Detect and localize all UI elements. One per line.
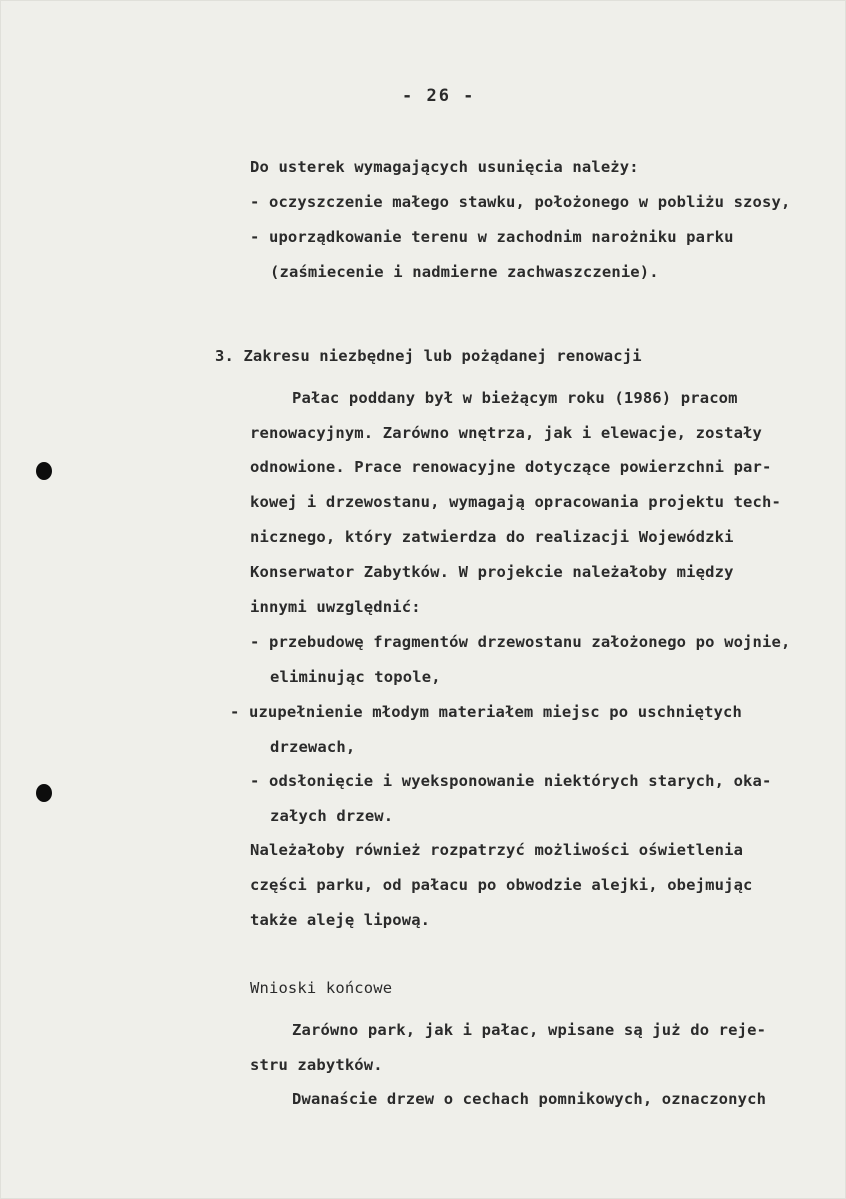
defects-item: - uporządkowanie terenu w zachodnim narożniku parku — [250, 228, 734, 246]
paragraph-line: stru zabytków. — [250, 1056, 383, 1074]
defects-item: - oczyszczenie małego stawku, położonego w pobliżu szosy, — [250, 193, 791, 211]
paragraph-line: renowacyjnym. Zarówno wnętrza, jak i elewacje, zostały — [250, 424, 763, 442]
list-item-continuation: załych drzew. — [270, 807, 394, 825]
paragraph-line: kowej i drzewostanu, wymagają opracowania projektu tech- — [250, 493, 781, 511]
paragraph-line: Pałac poddany był w bieżącym roku (1986) pracom — [292, 389, 738, 407]
paragraph-line: nicznego, który zatwierdza do realizacji Wojewódzki — [250, 528, 734, 546]
page-number: - 26 - — [402, 86, 476, 106]
paragraph-line: części parku, od pałacu po obwodzie alejki, obejmując — [250, 876, 753, 894]
paragraph-line: Konserwator Zabytków. W projekcie należałoby między — [250, 563, 734, 581]
paragraph-line: Dwanaście drzew o cechach pomnikowych, oznaczonych — [292, 1090, 767, 1108]
paragraph-line: Zarówno park, jak i pałac, wpisane są już do reje- — [292, 1021, 767, 1039]
defects-intro: Do usterek wymagających usunięcia należy: — [250, 158, 639, 176]
section-heading: Wnioski końcowe — [250, 979, 393, 997]
list-item: - uzupełnienie młodym materiałem miejsc po uschniętych — [230, 703, 743, 721]
punch-hole — [36, 462, 52, 480]
defects-item-continuation: (zaśmiecenie i nadmierne zachwaszczenie). — [270, 263, 659, 281]
paragraph-line: odnowione. Prace renowacyjne dotyczące powierzchni par- — [250, 458, 772, 476]
list-item: - odsłonięcie i wyeksponowanie niektórych starych, oka- — [250, 772, 772, 790]
paragraph-line: innymi uwzględnić: — [250, 598, 421, 616]
list-item-continuation: drzewach, — [270, 738, 356, 756]
paragraph-line: także aleję lipową. — [250, 911, 431, 929]
list-item: - przebudowę fragmentów drzewostanu założonego po wojnie, — [250, 633, 791, 651]
paragraph-line: Należałoby również rozpatrzyć możliwości oświetlenia — [250, 841, 744, 859]
punch-hole — [36, 784, 52, 802]
section-heading: 3. Zakresu niezbędnej lub pożądanej renowacji — [215, 347, 642, 365]
list-item-continuation: eliminując topole, — [270, 668, 441, 686]
